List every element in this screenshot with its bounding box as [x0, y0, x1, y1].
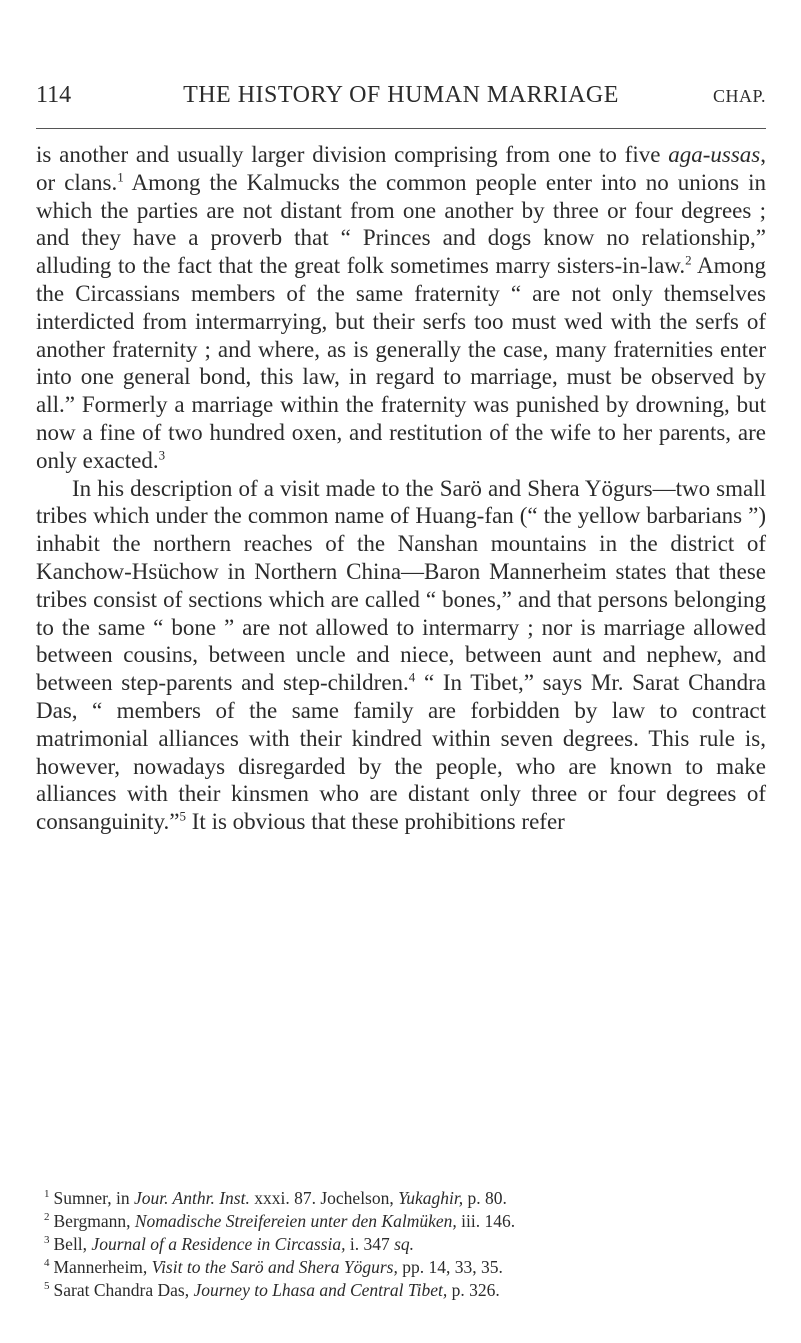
body-text	[36, 141, 766, 836]
paragraph-1: is another and usually larger division comprising from one to five aga-ussas, or clans.$^1$ Among the Kalmucks the common people enter into no unions in which the parties are not distant from one another by three or four degrees ; and they have a proverb that “ Princes and dogs know no relationship,” alluding to the fact that the great folk sometimes marry sisters-in-law.$^2$ Among the Circassians members of the same fraternity “ are not only themselves interdicted from intermarrying, but their serfs too must wed with the serfs of another fraternity ; and where, as is generally the case, many fraternities enter into one general bond, this law, in regard to marriage, must be observed by all.” Formerly a marriage within the fraternity was punished by drowning, but now a fine of two hundred oxen, and restitution of the wife to her parents, are only exacted.$^3$	[36, 142, 767, 473]
running-title: THE HISTORY OF HUMAN MARRIAGE	[183, 82, 619, 108]
paragraph-2: In his description of a visit made to the Sarö and Shera Yögurs—two small tribes which under the common name of Huang-fan (“ the yellow barbarians ”) inhabit the northern reaches of the Nanshan mountains in the district of Kanchow-Hsüchow in Northern China—Baron Mannerheim states that these tribes consist of sections which are called “ bones,” and that persons belonging to the same “ bone ” are not allowed to intermarry ; nor is marriage allowed between cousins, between uncle and niece, between aunt and nephew, and between step-parents and step-children.$^4$ “ In Tibet,” says Mr. Sarat Chandra Das, “ members of the same family are forbidden by law to contract matrimonial alliances with their kindred within seven degrees. This rule is, however, nowadays disregarded by the people, who are known to make alliances with their kinsmen who are distant only three or four degrees of consanguinity.”$^5$ It is obvious that these prohibitions refer	[36, 475, 767, 835]
footnote: $^3$ Bell, Journal of a Residence in Circassia, i. 347 sq.	[44, 1234, 415, 1254]
footnote-ref: 3	[158, 447, 166, 463]
footnote: $^4$ Mannerheim, Visit to the Sarö and Shera Yögurs, pp. 14, 33, 35.	[44, 1257, 503, 1277]
footnote-ref: 2	[685, 252, 692, 268]
page-header	[36, 82, 766, 122]
footnote: $^5$ Sarat Chandra Das, Journey to Lhasa and Central Tibet, p. 326.	[44, 1280, 500, 1300]
footnote: $^1$ Sumner, in Jour. Anthr. Inst. xxxi. 87. Jochelson, Yukaghir, p. 80.	[44, 1188, 507, 1208]
chapter-label: CHAP.	[712, 86, 766, 106]
footnotes	[36, 1187, 766, 1302]
footnote-ref: 1	[117, 169, 124, 185]
page-number: 114	[36, 82, 72, 108]
footnote: $^2$ Bergmann, Nomadische Streifereien unter den Kalmüken, iii. 146.	[44, 1211, 516, 1231]
header-rule	[36, 128, 766, 129]
footnote-ref: 5	[179, 808, 187, 824]
footnote-ref: 4	[408, 669, 416, 685]
